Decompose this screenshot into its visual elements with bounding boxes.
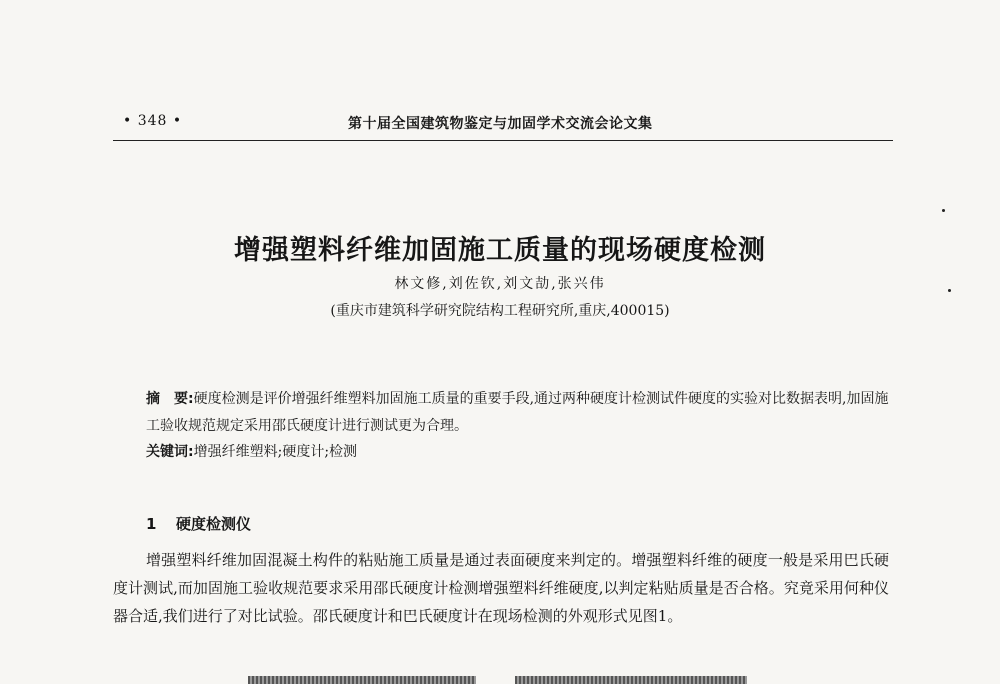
keywords-text: 增强纤维塑料;硬度计;检测 xyxy=(193,444,358,460)
paper-affiliation: (重庆市建筑科学研究院结构工程研究所,重庆,400015) xyxy=(330,303,670,319)
abstract xyxy=(113,386,889,440)
abstract-text: 硬度检测是评价增强纤维塑料加固施工质量的重要手段,通过两种硬度计检测试件硬度的实验对比数据表明,加固施工验收规范规定采用邵氏硬度计进行测试更为合理。 xyxy=(146,391,889,434)
running-header xyxy=(113,113,893,135)
keywords xyxy=(146,441,357,461)
section-number: 1 xyxy=(146,515,157,533)
scan-speck xyxy=(942,209,945,212)
keywords-label: 关键词: xyxy=(146,444,194,460)
section-title: 硬度检测仪 xyxy=(176,515,252,533)
figure-1-left-image-edge xyxy=(248,676,476,684)
abstract-label: 摘 要: xyxy=(146,391,194,407)
section-heading xyxy=(146,513,251,534)
journal-title: 第十届全国建筑物鉴定与加固学术交流会论文集 xyxy=(348,116,653,132)
figure-1-right-image-edge xyxy=(515,676,747,684)
section-paragraph: 增强塑料纤维加固混凝土构件的粘贴施工质量是通过表面硬度来判定的。增强塑料纤维的硬度一般是采用巴氏硬度计测试,而加固施工验收规范要求采用邵氏硬度计检测增强塑料纤维硬度,以判定粘贴质量是否合格。究竟采用何种仪器合适,我们进行了对比试验。邵氏硬度计和巴氏硬度计在现场检测的外观形式见图1。 xyxy=(113,551,889,625)
header-rule xyxy=(113,140,893,141)
paper-title: 增强塑料纤维加固施工质量的现场硬度检测 xyxy=(234,235,766,266)
scan-speck xyxy=(948,289,951,292)
paper-authors: 林文修,刘佐钦,刘文劼,张兴伟 xyxy=(394,276,606,292)
page-number: • 348 • xyxy=(123,113,183,129)
